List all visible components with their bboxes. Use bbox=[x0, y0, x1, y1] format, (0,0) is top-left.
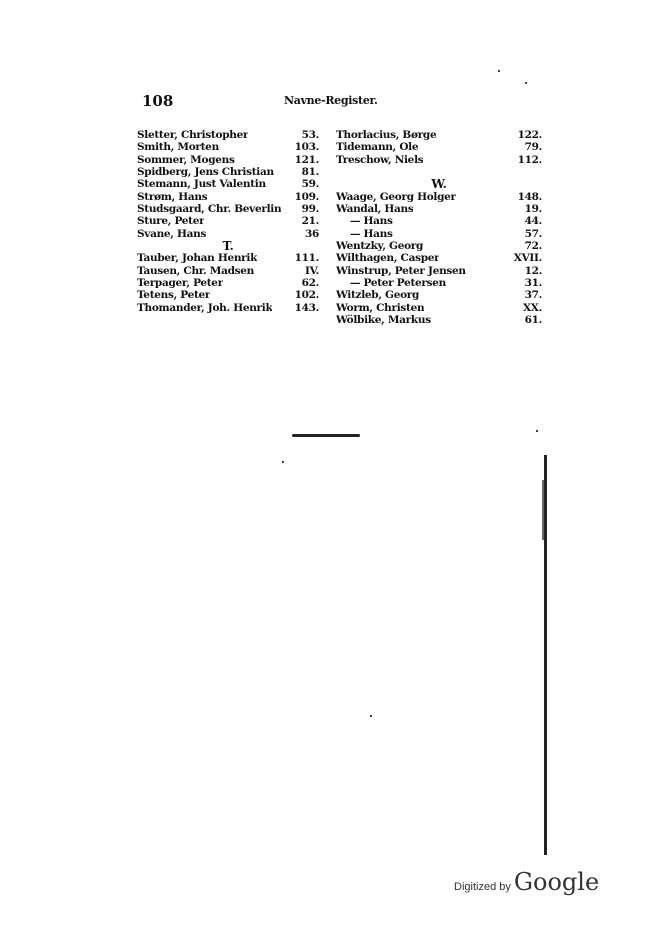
entry-name: Wölbike, Markus bbox=[336, 314, 431, 327]
index-entry bbox=[137, 129, 319, 141]
entry-name: Wandal, Hans bbox=[336, 203, 414, 216]
closing-rule bbox=[292, 434, 360, 437]
entry-name: Worm, Christen bbox=[336, 301, 425, 314]
index-entry bbox=[336, 240, 542, 252]
entry-name: Thorlacius, Børge bbox=[336, 129, 437, 141]
scan-edge-line-faint bbox=[542, 480, 544, 540]
entry-name: Tetens, Peter bbox=[137, 289, 211, 302]
entry-page: 122. bbox=[517, 129, 542, 141]
index-entry bbox=[336, 314, 542, 326]
entry-page: 109. bbox=[294, 190, 319, 203]
entry-name: Svane, Hans bbox=[137, 227, 207, 240]
entry-name: Treschow, Niels bbox=[336, 153, 424, 166]
scan-speck bbox=[370, 715, 372, 717]
entry-page: 112. bbox=[517, 153, 542, 166]
entry-page: 81. bbox=[301, 166, 319, 179]
index-entry bbox=[137, 277, 319, 289]
entry-page: 79. bbox=[524, 141, 542, 154]
entry-name: Witzleb, Georg bbox=[336, 289, 420, 302]
entry-name: Sletter, Christopher bbox=[137, 129, 249, 141]
google-logo: Google bbox=[513, 868, 600, 896]
entry-page: 62. bbox=[301, 277, 319, 290]
entry-page: 44. bbox=[524, 215, 542, 228]
index-entry bbox=[336, 265, 542, 277]
index-entry bbox=[336, 203, 542, 215]
entry-name: Thomander, Joh. Henrik bbox=[137, 301, 273, 314]
index-entry bbox=[336, 141, 542, 153]
entry-name: Sture, Peter bbox=[137, 215, 205, 228]
index-entry bbox=[336, 252, 542, 264]
entry-page: 121. bbox=[294, 153, 319, 166]
index-entry bbox=[336, 191, 542, 203]
entry-page: 37. bbox=[524, 289, 542, 302]
entry-page: XVII. bbox=[513, 252, 542, 265]
entry-name: Wentzky, Georg bbox=[336, 240, 424, 253]
index-entry bbox=[336, 215, 542, 227]
entry-name: Studsgaard, Chr. Beverlin bbox=[137, 203, 282, 216]
index-entry bbox=[336, 302, 542, 314]
entry-name: Tauber, Johan Henrik bbox=[137, 252, 258, 265]
index-column-right bbox=[336, 129, 542, 327]
entry-name: Wilthagen, Casper bbox=[336, 252, 440, 265]
entry-name: — Hans bbox=[350, 227, 393, 240]
entry-page: 148. bbox=[517, 190, 542, 203]
entry-page: 57. bbox=[524, 227, 542, 240]
index-entry bbox=[137, 203, 319, 215]
index-entry bbox=[137, 178, 319, 190]
entry-page: 21. bbox=[301, 215, 319, 228]
entry-name: Winstrup, Peter Jensen bbox=[336, 264, 466, 277]
scan-speck bbox=[498, 70, 500, 72]
entry-name: Tidemann, Ole bbox=[336, 141, 419, 154]
entry-page: 111. bbox=[294, 252, 319, 265]
page-number: 108 bbox=[142, 92, 174, 110]
entry-page: 12. bbox=[524, 264, 542, 277]
entry-name: Tausen, Chr. Madsen bbox=[137, 264, 254, 277]
index-entry bbox=[336, 129, 542, 141]
index-column-left bbox=[137, 129, 319, 314]
scan-speck bbox=[536, 430, 538, 432]
entry-page: 102. bbox=[294, 289, 319, 302]
index-entry bbox=[137, 166, 319, 178]
index-entry bbox=[137, 191, 319, 203]
entry-page: 99. bbox=[301, 203, 319, 216]
scan-speck bbox=[525, 82, 527, 84]
index-entry bbox=[137, 154, 319, 166]
entry-name: Terpager, Peter bbox=[137, 277, 223, 290]
entry-name: Smith, Morten bbox=[137, 141, 219, 154]
entry-name: Stemann, Just Valentin bbox=[137, 178, 266, 191]
section-heading-t: T. bbox=[222, 239, 234, 254]
index-entry bbox=[137, 265, 319, 277]
index-entry bbox=[137, 302, 319, 314]
entry-page: 61. bbox=[524, 314, 542, 327]
entry-name: Spidberg, Jens Christian bbox=[137, 166, 274, 179]
running-title: Navne-Register. bbox=[284, 94, 378, 107]
index-entry bbox=[137, 215, 319, 227]
entry-name: — Hans bbox=[350, 215, 393, 228]
section-heading-w: W. bbox=[431, 177, 447, 192]
entry-page: 53. bbox=[301, 129, 319, 141]
scan-speck bbox=[282, 461, 284, 463]
index-entry bbox=[336, 154, 542, 166]
index-entry bbox=[137, 252, 319, 264]
entry-name: — Peter Petersen bbox=[350, 277, 446, 290]
entry-page: IV. bbox=[305, 264, 319, 277]
index-entry bbox=[336, 228, 542, 240]
watermark-prefix: Digitized by bbox=[454, 881, 511, 893]
index-entry bbox=[336, 277, 542, 289]
entry-name: Waage, Georg Holger bbox=[336, 190, 456, 203]
entry-name: Sommer, Mogens bbox=[137, 153, 235, 166]
entry-page: XX. bbox=[522, 301, 542, 314]
entry-page: 143. bbox=[294, 301, 319, 314]
entry-page: 36 bbox=[304, 227, 319, 240]
entry-page: 103. bbox=[294, 141, 319, 154]
index-entry bbox=[137, 289, 319, 301]
index-entry bbox=[336, 289, 542, 301]
entry-page: 31. bbox=[524, 277, 542, 290]
entry-page: 72. bbox=[524, 240, 542, 253]
digitized-by-google-watermark bbox=[454, 868, 599, 896]
scan-edge-line bbox=[544, 455, 547, 855]
entry-page: 19. bbox=[524, 203, 542, 216]
entry-page: 59. bbox=[301, 178, 319, 191]
index-entry bbox=[137, 141, 319, 153]
entry-name: Strøm, Hans bbox=[137, 190, 208, 203]
